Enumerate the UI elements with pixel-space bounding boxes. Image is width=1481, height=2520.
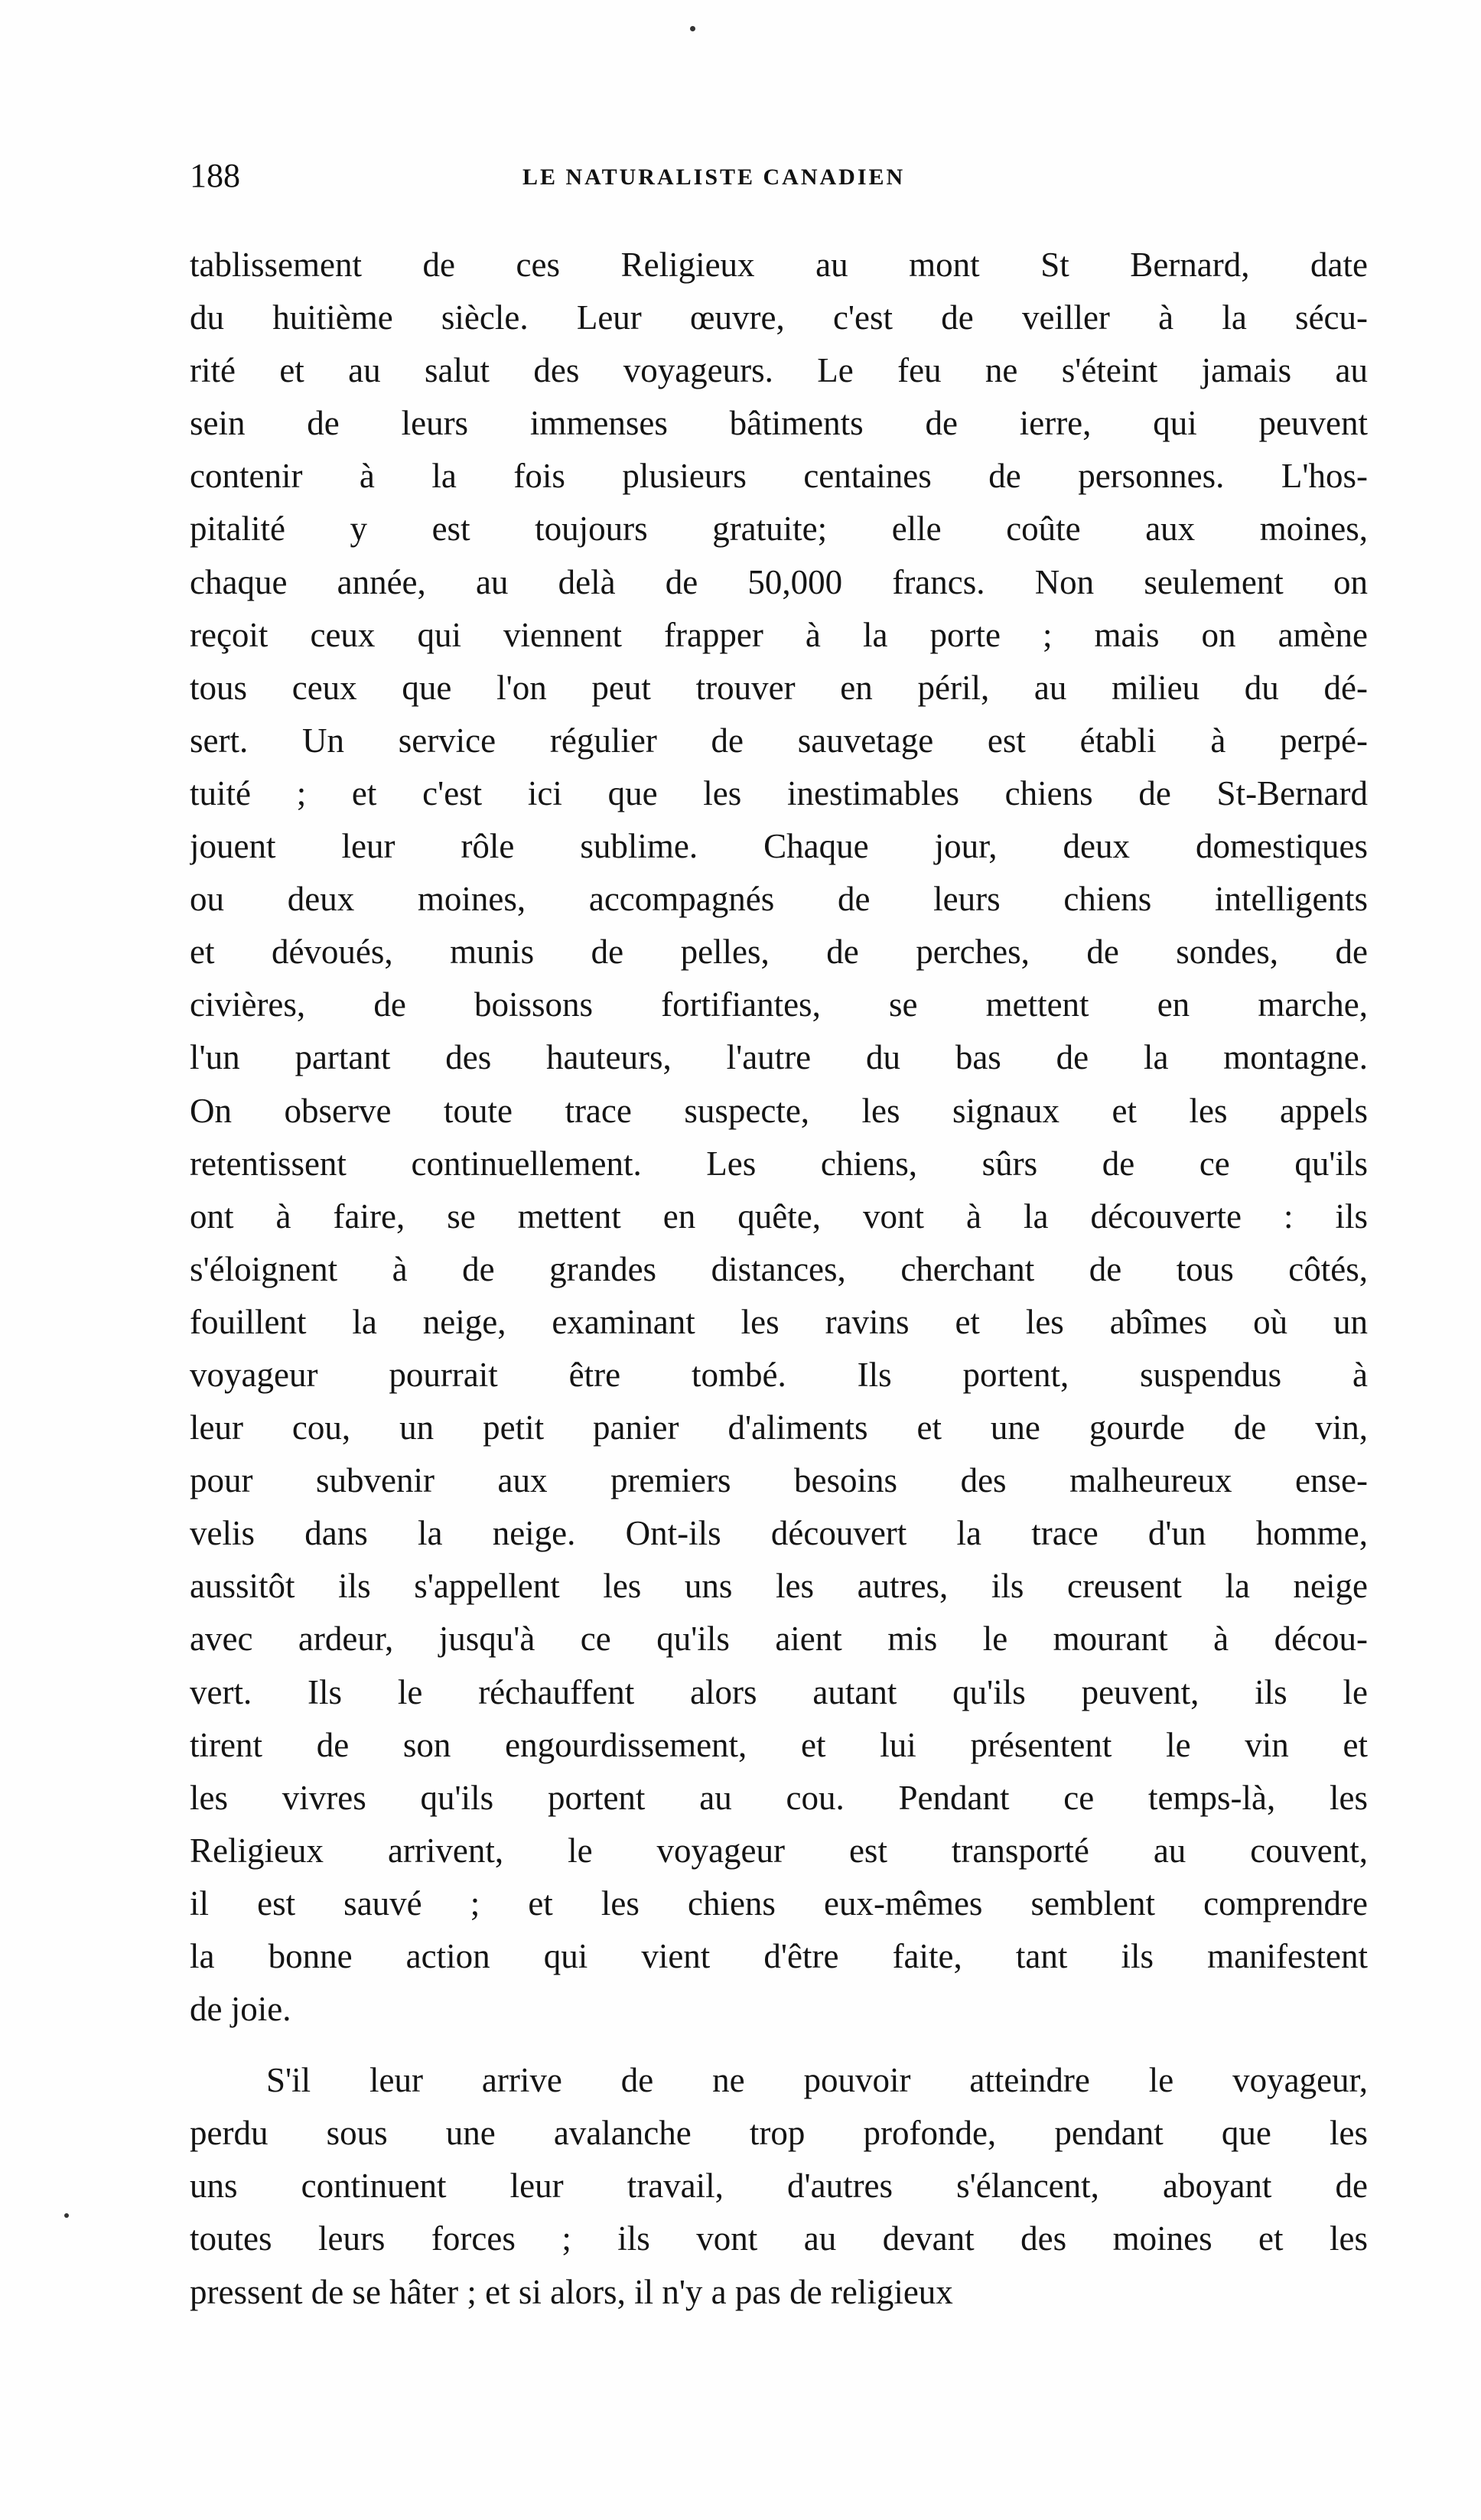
page-header (190, 153, 1368, 207)
text-line: toutes leurs forces ; ils vont au devant des moines et les (190, 2219, 1368, 2258)
text-line: civières, de boissons fortifiantes, se mettent en marche, (190, 985, 1368, 1024)
text-line: sert. Un service régulier de sauvetage est établi à perpé- (190, 721, 1368, 760)
text-line: sein de leurs immenses bâtiments de ierre, qui peuvent (190, 404, 1368, 443)
text-line: contenir à la fois plusieurs centaines de personnes. L'hos- (190, 457, 1368, 496)
text-line: ont à faire, se mettent en quête, vont à la découverte : ils (190, 1197, 1368, 1236)
text-line: Religieux arrivent, le voyageur est transporté au couvent, (190, 1831, 1368, 1870)
text-line: il est sauvé ; et les chiens eux-mêmes semblent comprendre (190, 1883, 1368, 1923)
text-line: rité et au salut des voyageurs. Le feu ne s'éteint jamais au (190, 351, 1368, 390)
text-line: aussitôt ils s'appellent les uns les autres, ils creusent la neige (190, 1567, 1368, 1606)
text-line: tirent de son engourdissement, et lui présentent le vin et (190, 1725, 1368, 1764)
page-number: 188 (190, 157, 240, 194)
text-line: perdu sous une avalanche trop profonde, pendant que les (190, 2114, 1368, 2153)
text-line: jouent leur rôle sublime. Chaque jour, deux domestiques (190, 827, 1368, 866)
text-line: avec ardeur, jusqu'à ce qu'ils aient mis le mourant à décou- (190, 1620, 1368, 1659)
text-line: ou deux moines, accompagnés de leurs chiens intelligents (190, 880, 1368, 919)
paragraph (190, 239, 1368, 2036)
paragraph-gap (190, 2036, 1368, 2054)
text-line: voyageur pourrait être tombé. Ils portent, suspendus à (190, 1355, 1368, 1394)
text-line: s'éloignent à de grandes distances, cherchant de tous côtés, (190, 1249, 1368, 1288)
text-line: du huitième siècle. Leur œuvre, c'est de veiller à la sécu- (190, 298, 1368, 337)
text-line: les vivres qu'ils portent au cou. Pendant ce temps-là, les (190, 1778, 1368, 1817)
text-line: retentissent continuellement. Les chiens, sûrs de ce qu'ils (190, 1144, 1368, 1183)
text-line: fouillent la neige, examinant les ravins et les abîmes où un (190, 1302, 1368, 1341)
running-head: LE NATURALISTE CANADIEN (522, 164, 906, 190)
body-text (190, 239, 1368, 2319)
text-line: reçoit ceux qui viennent frapper à la porte ; mais on amène (190, 615, 1368, 654)
text-line: de joie. (190, 1990, 291, 2029)
text-line: On observe toute trace suspecte, les signaux et les appels (190, 1091, 1368, 1130)
print-speck (64, 2213, 69, 2218)
print-speck (690, 26, 695, 31)
text-line: S'il leur arrive de ne pouvoir atteindre le voyageur, (266, 2061, 1368, 2100)
text-line: velis dans la neige. Ont-ils découvert la trace d'un homme, (190, 1514, 1368, 1553)
text-line: l'un partant des hauteurs, l'autre du bas de la montagne. (190, 1038, 1368, 1077)
text-line: tablissement de ces Religieux au mont St Bernard, date (190, 246, 1368, 284)
text-line: pour subvenir aux premiers besoins des malheureux ense- (190, 1461, 1368, 1500)
text-line: vert. Ils le réchauffent alors autant qu'ils peuvent, ils le (190, 1672, 1368, 1711)
text-line: et dévoués, munis de pelles, de perches, de sondes, de (190, 933, 1368, 972)
text-line: tous ceux que l'on peut trouver en péril, au milieu du dé- (190, 668, 1368, 707)
text-line: la bonne action qui vient d'être faite, tant ils manifestent (190, 1937, 1368, 1975)
text-line: tuité ; et c'est ici que les inestimables chiens de St-Bernard (190, 773, 1368, 812)
paragraph (190, 2054, 1368, 2318)
text-line: pitalité y est toujours gratuite; elle coûte aux moines, (190, 510, 1368, 549)
text-line: leur cou, un petit panier d'aliments et une gourde de vin, (190, 1408, 1368, 1447)
text-line: uns continuent leur travail, d'autres s'élancent, aboyant de (190, 2167, 1368, 2206)
text-line: chaque année, au delà de 50,000 francs. Non seulement on (190, 562, 1368, 601)
text-line: pressent de se hâter ; et si alors, il n'y a pas de religieux (190, 2272, 953, 2311)
